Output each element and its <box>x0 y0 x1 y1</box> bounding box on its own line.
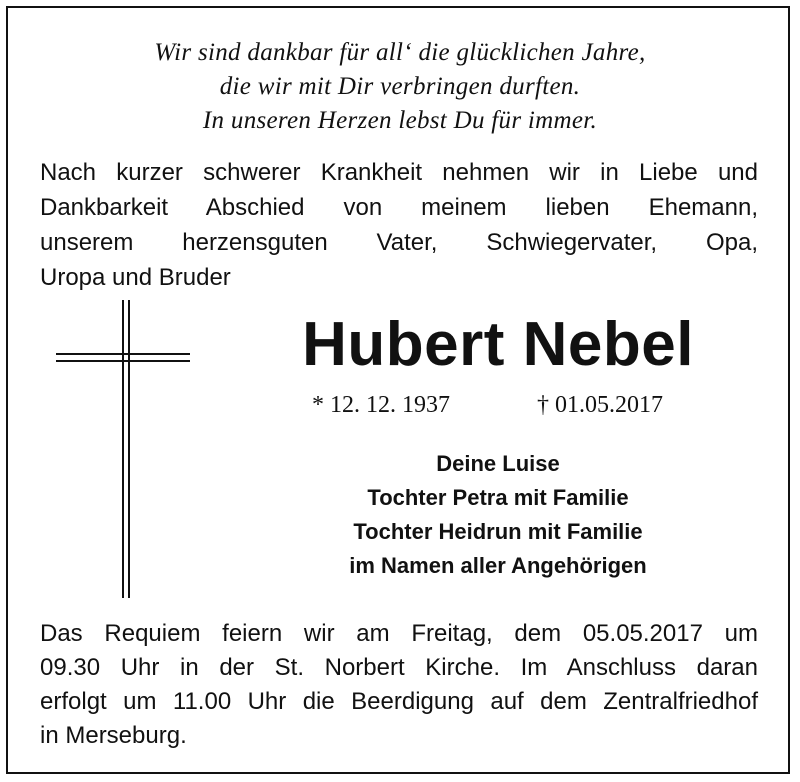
mourner: im Namen aller Angehörigen <box>349 553 647 578</box>
cross-icon <box>56 300 190 598</box>
mourners <box>300 447 696 583</box>
death-date: † 01.05.2017 <box>537 392 663 418</box>
requiem-text <box>40 617 758 753</box>
verse <box>0 36 800 138</box>
mourner: Tochter Heidrun mit Familie <box>353 519 643 544</box>
verse-line: die wir mit Dir verbringen durften. <box>219 73 581 100</box>
verse-line: In unseren Herzen lebst Du für immer. <box>202 107 598 134</box>
requiem-line: in Merseburg. <box>40 722 187 749</box>
requiem-line: 09.30 Uhr in der St. Norbert Kirche. Im Anschluss daran <box>40 654 758 681</box>
mourner: Deine Luise <box>436 451 560 476</box>
mourner: Tochter Petra mit Familie <box>367 485 629 510</box>
verse-line: Wir sind dankbar für all‘ die glücklichen Jahre, <box>154 39 646 66</box>
intro-line: unserem herzensguten Vater, Schwiegervater, Opa, <box>40 229 758 256</box>
intro-text <box>40 155 758 295</box>
requiem-line: erfolgt um 11.00 Uhr die Beerdigung auf dem Zentralfriedhof <box>40 688 758 715</box>
intro-line: Dankbarkeit Abschied von meinem lieben Ehemann, <box>40 194 758 221</box>
birth-date: * 12. 12. 1937 <box>312 392 450 418</box>
deceased-name: Hubert Nebel <box>302 310 694 379</box>
intro-line: Nach kurzer schwerer Krankheit nehmen wir in Liebe und <box>40 159 758 186</box>
requiem-line: Das Requiem feiern wir am Freitag, dem 05.05.2017 um <box>40 620 758 647</box>
intro-line: Uropa und Bruder <box>40 264 231 291</box>
